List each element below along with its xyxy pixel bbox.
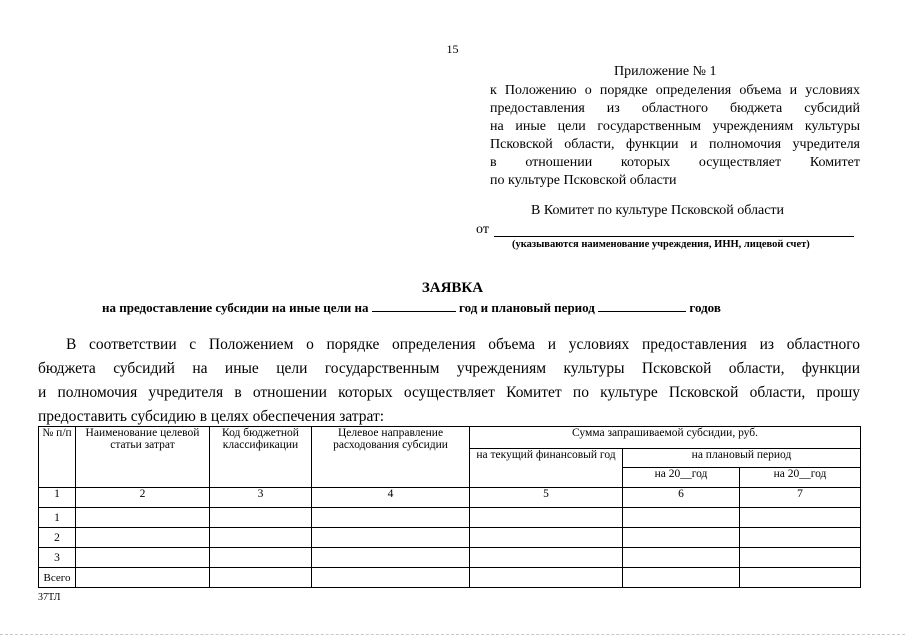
header-number: № п/п: [39, 427, 76, 488]
paragraph-line: предоставить субсидию в целях обеспечения затрат:: [38, 408, 385, 425]
column-number-cell: 6: [623, 488, 740, 508]
page-number: 15: [446, 42, 459, 56]
column-number-cell: 1: [39, 488, 76, 508]
document-subtitle: [102, 299, 721, 316]
table-cell: [623, 508, 740, 528]
column-number-cell: 3: [210, 488, 312, 508]
column-number-cell: 5: [470, 488, 623, 508]
row-number: 2: [39, 528, 76, 548]
table-cell: [740, 568, 861, 588]
column-number-cell: 4: [312, 488, 470, 508]
row-number: 1: [39, 508, 76, 528]
paragraph-line: В соответствии с Положением о порядке определения объема и условиях предоставления из областного: [66, 336, 860, 353]
table-cell: [623, 568, 740, 588]
header-subsidy-sum: Сумма запрашиваемой субсидии, руб.: [470, 427, 861, 449]
table-cell: [312, 508, 470, 528]
from-field-hint: (указываются наименование учреждения, ИНН, лицевой счет): [512, 239, 810, 250]
from-label: от: [476, 222, 489, 237]
table-cell: [470, 548, 623, 568]
table-cell: [210, 508, 312, 528]
table-cell: [210, 528, 312, 548]
table-cell: [312, 548, 470, 568]
appendix-text: [490, 82, 860, 190]
table-cell: [312, 568, 470, 588]
header-expense-item: Наименование целевой статьи затрат: [76, 427, 210, 488]
page-edge-line: [0, 634, 905, 635]
year-blank: [372, 299, 456, 312]
header-purpose: Целевое направление расходования субсидии: [312, 427, 470, 488]
header-planned-year-2: на 20__год: [740, 468, 861, 488]
appendix-line: на иные цели государственным учреждениям культуры: [490, 119, 860, 134]
appendix-line: Псковской области, функции и полномочия учредителя: [490, 137, 860, 152]
header-budget-code: Код бюджетной классификации: [210, 427, 312, 488]
subtitle-part-3: годов: [689, 300, 721, 315]
table-row: [39, 548, 861, 568]
paragraph-line: бюджета субсидий на иные цели государственным учреждениям культуры Псковской области, функции: [38, 360, 860, 377]
table-row: [39, 528, 861, 548]
appendix-title: Приложение № 1: [614, 64, 717, 79]
column-number-cell: 7: [740, 488, 861, 508]
table-cell: [623, 528, 740, 548]
table-cell: [76, 548, 210, 568]
body-paragraph: [38, 333, 860, 429]
footer-code: 37ТЛ: [38, 592, 61, 603]
table-cell: [740, 508, 861, 528]
table-cell: [623, 548, 740, 568]
column-number-cell: 2: [76, 488, 210, 508]
table-cell: [470, 528, 623, 548]
subtitle-part-1: на предоставление субсидии на иные цели на: [102, 300, 369, 315]
table-cell: [312, 528, 470, 548]
subtitle-part-2: год и плановый период: [459, 300, 595, 315]
row-number: 3: [39, 548, 76, 568]
document-title: ЗАЯВКА: [421, 280, 484, 296]
appendix-line: к Положению о порядке определения объема и условиях: [490, 83, 860, 98]
table-cell: [76, 568, 210, 588]
header-planned-period: на плановый период: [623, 449, 861, 468]
total-row: [39, 568, 861, 588]
from-field-line: [494, 236, 854, 237]
addressee: В Комитет по культуре Псковской области: [531, 203, 785, 218]
appendix-line: в отношении которых осуществляет Комитет: [490, 155, 860, 170]
table-cell: [76, 508, 210, 528]
table-row: [39, 508, 861, 528]
table-cell: [740, 548, 861, 568]
table-cell: [470, 568, 623, 588]
table-cell: [76, 528, 210, 548]
header-planned-year-1: на 20__год: [623, 468, 740, 488]
paragraph-line: и полномочия учредителя в отношении которых осуществляет Комитет по культуре Псковской области, прошу: [38, 384, 860, 401]
period-blank: [598, 299, 686, 312]
total-label: Всего: [39, 568, 76, 588]
table-cell: [740, 528, 861, 548]
table-cell: [210, 548, 312, 568]
appendix-line: предоставления из областного бюджета субсидий: [490, 101, 860, 116]
appendix-line: по культуре Псковской области: [490, 173, 677, 188]
subsidy-table: [38, 426, 861, 588]
table-cell: [470, 508, 623, 528]
header-current-year: на текущий финансовый год: [470, 449, 623, 488]
table-cell: [210, 568, 312, 588]
